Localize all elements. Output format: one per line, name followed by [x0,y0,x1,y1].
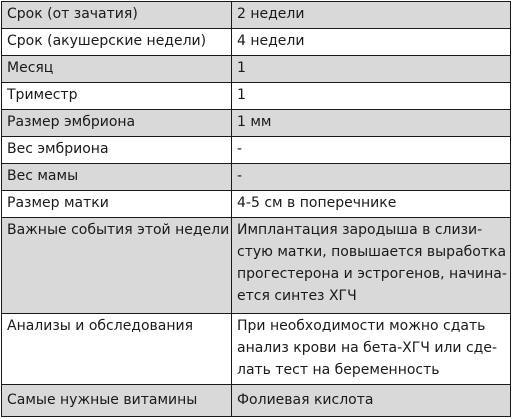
row-value [232,385,510,416]
row-value-line: 1 мм [237,114,272,130]
row-value-line: 1 [237,87,246,103]
row-label: Месяц [2,56,232,82]
row-value [232,314,510,384]
row-label: Срок (акушерские недели) [2,29,232,55]
row-value [232,110,510,136]
row-value-line: ется синтез ХГЧ [237,288,357,304]
row-value-line: прогестерона и эстрогенов, начина- [237,266,507,282]
row-label: Важные события этой недели [2,218,232,313]
row-value [232,191,510,217]
row-label: Размер матки [2,191,232,217]
row-label: Срок (от зачатия) [2,2,232,28]
row-label: Вес мамы [2,164,232,190]
row-label: Размер эмбриона [2,110,232,136]
row-label: Вес эмбриона [2,137,232,163]
row-label: Самые нужные витамины [2,385,232,416]
table-row [2,29,510,56]
table-row [2,191,510,218]
table-row [2,83,510,110]
row-value-line: 4 недели [237,33,305,49]
row-value [232,56,510,82]
table-row [2,164,510,191]
row-value-line: - [237,168,243,184]
row-value-line: Фолиевая кислота [237,392,374,408]
row-value-line: Имплантация зародыша в слизи- [237,222,483,238]
pregnancy-week-table [1,1,511,417]
table-row [2,2,510,29]
row-value-line: 2 недели [237,6,305,22]
table-row [2,110,510,137]
row-value [232,83,510,109]
row-value-line: лать тест на беременность [237,362,440,378]
row-value-line: 4-5 см в поперечнике [237,195,397,211]
row-value [232,218,510,313]
row-label: Триместр [2,83,232,109]
row-value-line: 1 [237,60,246,76]
table-row [2,56,510,83]
row-value-line: анализ крови на бета-ХГЧ или сде- [237,340,497,356]
row-value [232,29,510,55]
table-row [2,137,510,164]
row-value-line: стую матки, повышается выработка [237,244,507,260]
row-value-line: При необходимости можно сдать [237,318,486,334]
table-row [2,385,510,416]
row-label: Анализы и обследования [2,314,232,384]
row-value [232,137,510,163]
table-row [2,314,510,385]
table-row [2,218,510,314]
row-value-line: - [237,141,243,157]
row-value [232,164,510,190]
row-value [232,2,510,28]
